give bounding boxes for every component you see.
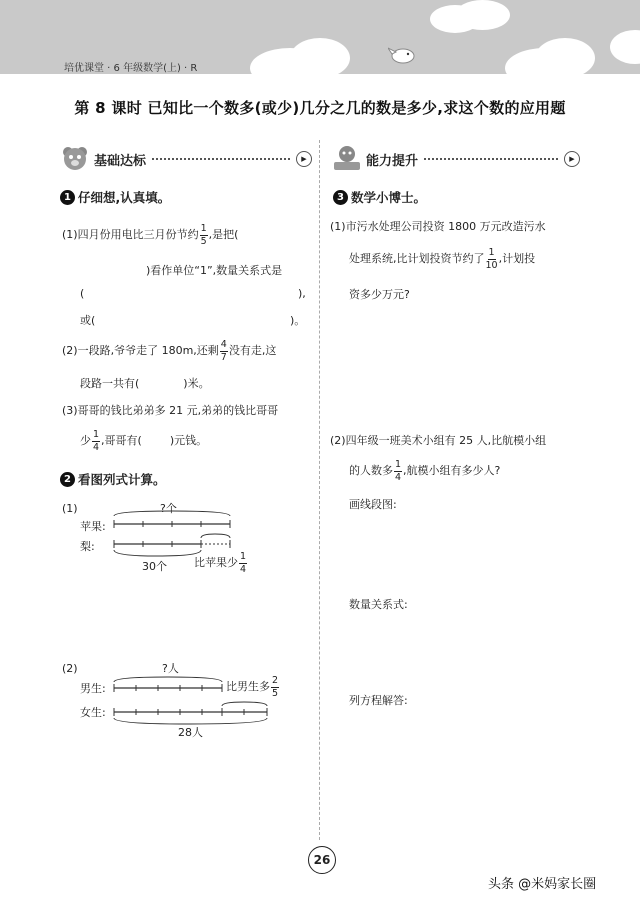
equation-label: 列方程解答: xyxy=(349,694,408,707)
diagram-note xyxy=(194,552,248,574)
text-segment: 没有走,这 xyxy=(228,344,277,357)
question-title: 看图列式计算。 xyxy=(78,472,166,487)
fraction-numerator: 1 xyxy=(200,223,207,234)
text-segment: 处理系统,比计划投资节约了 xyxy=(349,252,485,265)
fraction xyxy=(239,552,247,574)
fraction-denominator: 5 xyxy=(272,687,279,699)
question-number: 2 xyxy=(60,472,75,487)
fraction-denominator: 4 xyxy=(240,563,247,575)
question-2-header xyxy=(60,470,166,488)
fraction-numerator: 4 xyxy=(220,339,227,350)
question-number: 3 xyxy=(333,190,348,205)
fraction-numerator: 1 xyxy=(240,551,247,562)
cloud-decoration xyxy=(610,30,640,64)
diagram-top-label: ?人 xyxy=(162,662,179,675)
section-header-basic xyxy=(58,146,312,172)
bird-icon xyxy=(388,44,418,66)
play-icon: ▶ xyxy=(296,151,312,167)
fraction-numerator: 2 xyxy=(272,675,279,686)
answer-blank-close: ), xyxy=(298,287,306,300)
diagram-top-label: ?个 xyxy=(160,502,177,515)
series-label: 培优课堂 · 6 年级数学(上) · R xyxy=(64,63,198,74)
diagram-row-label: 女生: xyxy=(80,706,106,719)
text-segment: (1)四月份用电比三月份节约 xyxy=(62,228,199,241)
text-segment: )米。 xyxy=(183,377,210,390)
diagram-row-label: 男生: xyxy=(80,682,106,695)
text-segment: )元钱。 xyxy=(169,434,208,447)
question-title: 数学小博士。 xyxy=(351,190,427,205)
dotted-leader xyxy=(152,158,290,160)
text-segment: 的人数多 xyxy=(349,464,393,477)
answer-blank-open: 或( xyxy=(80,314,96,327)
lesson-title: 第 8 课时 已知比一个数多(或少)几分之几的数是多少,求这个数的应用题 xyxy=(74,99,566,117)
question-number: 1 xyxy=(60,190,75,205)
q1-part3-line2 xyxy=(80,430,207,452)
draw-diagram-label: 画线段图: xyxy=(349,498,397,511)
q3-part1-line1: (1)市污水处理公司投资 1800 万元改造污水 xyxy=(330,220,546,233)
text-segment: ,是把( xyxy=(208,228,239,241)
fraction xyxy=(92,430,100,452)
text-segment: ,计划投 xyxy=(498,252,536,265)
fraction xyxy=(271,676,279,698)
text-segment: ,航模小组有多少人? xyxy=(403,464,501,477)
q3-part1-line2 xyxy=(349,248,535,270)
question-3-header xyxy=(333,188,426,206)
header-banner xyxy=(0,0,640,74)
fraction-numerator: 1 xyxy=(93,429,100,440)
section-header-advanced xyxy=(330,146,580,172)
text-segment: 比苹果少 xyxy=(194,556,238,569)
diagram-row-label: 苹果: xyxy=(80,520,106,533)
diagram-bottom-label: 30个 xyxy=(142,560,167,573)
dotted-leader xyxy=(424,158,558,160)
question-title: 仔细想,认真填。 xyxy=(78,190,171,205)
fraction-numerator: 1 xyxy=(395,459,402,470)
text-segment: 比男生多 xyxy=(226,680,270,693)
fraction xyxy=(486,248,498,270)
cloud-decoration xyxy=(290,38,350,74)
diagram-note xyxy=(226,676,280,698)
question-1-header xyxy=(60,188,170,206)
relation-label: 数量关系式: xyxy=(349,598,408,611)
play-icon: ▶ xyxy=(564,151,580,167)
cloud-decoration xyxy=(535,38,595,74)
diagram-index: (2) xyxy=(62,662,78,675)
fraction-denominator: 7 xyxy=(220,351,227,363)
fraction-denominator: 4 xyxy=(395,471,402,483)
fraction-numerator: 1 xyxy=(488,247,495,258)
q1-part3-line1: (3)哥哥的钱比弟弟多 21 元,弟弟的钱比哥哥 xyxy=(62,404,279,417)
diagram-bottom-label: 28人 xyxy=(178,726,203,739)
text-segment: ,哥哥有( xyxy=(101,434,142,447)
q1-part1-line1 xyxy=(62,224,238,246)
diagram-index: (1) xyxy=(62,502,78,515)
fraction-denominator: 5 xyxy=(200,235,207,247)
bear-mascot-icon xyxy=(58,144,92,174)
fraction xyxy=(220,340,228,362)
fraction-denominator: 10 xyxy=(485,259,498,271)
cloud-decoration xyxy=(455,0,510,30)
q3-part1-line3: 资多少万元? xyxy=(349,288,410,301)
section-title: 基础达标 xyxy=(94,153,147,169)
watermark: 头条 @米妈家长圈 xyxy=(488,877,597,892)
text-segment: 段路一共有( xyxy=(80,377,140,390)
answer-blank-close: )。 xyxy=(290,314,306,327)
text-segment: (2)一段路,爷爷走了 180m,还剩 xyxy=(62,344,219,357)
column-divider xyxy=(319,140,320,840)
q3-part2-line2 xyxy=(349,460,500,482)
diagram-row-label: 梨: xyxy=(80,540,95,553)
q1-part1-line2: )看作单位“1”,数量关系式是 xyxy=(146,264,283,277)
mascot-reading-icon xyxy=(330,144,364,174)
answer-blank-open: ( xyxy=(80,287,85,300)
section-title: 能力提升 xyxy=(366,153,419,169)
q3-part2-line1: (2)四年级一班美术小组有 25 人,比航模小组 xyxy=(330,434,547,447)
fraction xyxy=(200,224,208,246)
fraction xyxy=(394,460,402,482)
text-segment: 少 xyxy=(80,434,91,447)
q1-part2-line2 xyxy=(80,375,210,391)
page-number: 26 xyxy=(308,846,336,874)
q1-part2-line1 xyxy=(62,340,276,362)
fraction-denominator: 4 xyxy=(93,441,100,453)
